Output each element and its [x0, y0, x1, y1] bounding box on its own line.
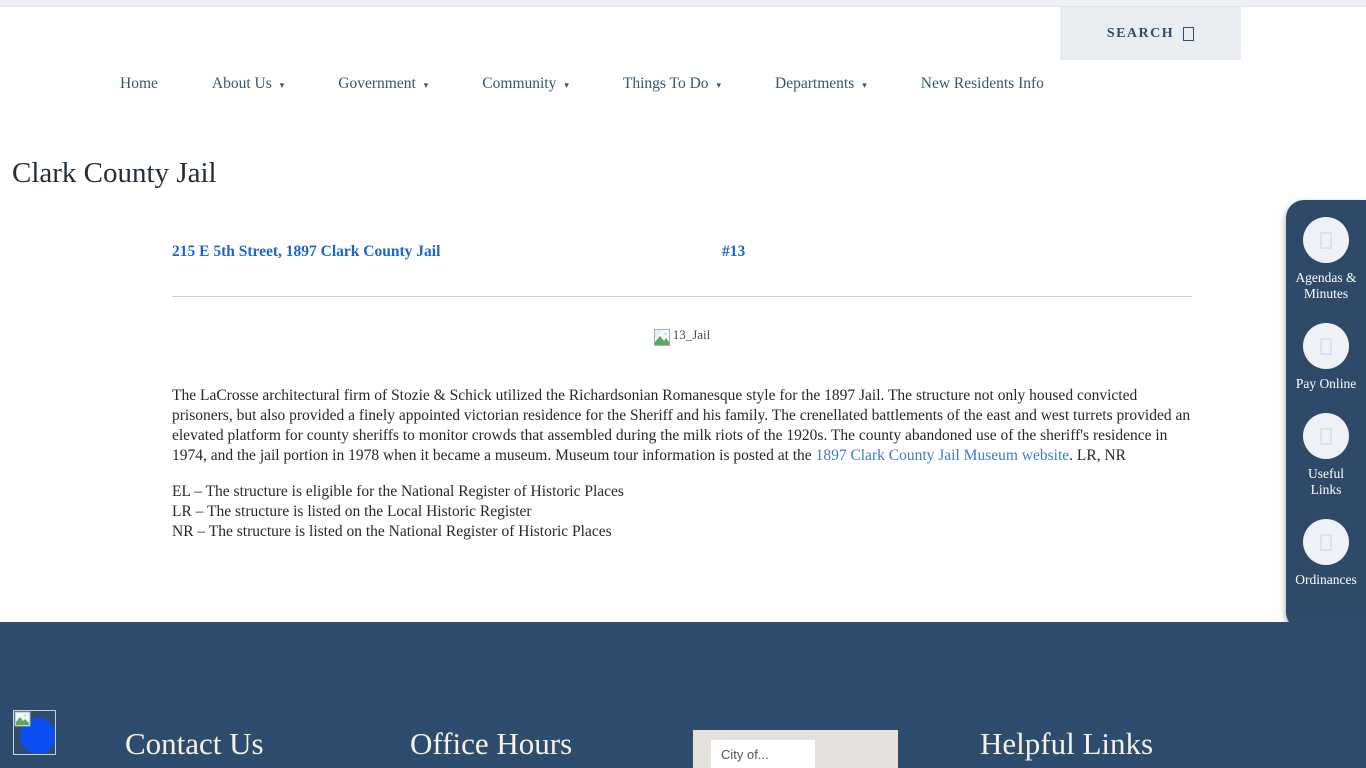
nav-item-new-residents-info[interactable] — [921, 75, 1044, 93]
quick-links-panel — [1286, 200, 1366, 630]
broken-image-icon — [654, 329, 671, 347]
nav-item-community[interactable] — [482, 75, 569, 93]
translate-widget — [693, 730, 898, 768]
legend-line-lr: LR – The structure is listed on the Local Historic Register — [172, 503, 532, 520]
accessibility-widget[interactable] — [13, 710, 56, 755]
nav-item-label: Things To Do — [622, 75, 709, 92]
nav-item-label: Government — [338, 75, 416, 92]
agendas-minutes-icon — [1303, 217, 1349, 263]
sidebar-item-label: Ordinances — [1295, 572, 1357, 587]
useful-links-icon — [1303, 413, 1349, 459]
search-icon — [1183, 27, 1194, 41]
broken-image-alt-text: 13_Jail — [672, 327, 711, 342]
nav-item-label: Departments — [775, 75, 855, 92]
body-text: . LR, NR — [1069, 447, 1126, 464]
register-legend — [172, 482, 1192, 542]
pay-online-icon — [1303, 323, 1349, 369]
search-button-label: SEARCH — [1106, 25, 1175, 41]
structure-number-link[interactable]: #13 — [722, 243, 746, 260]
nav-item-label: About Us — [211, 75, 272, 92]
address-link[interactable]: 215 E 5th Street, 1897 Clark County Jail — [172, 243, 441, 260]
broken-image — [172, 327, 1192, 349]
sidebar-item-label: Useful Links — [1308, 466, 1344, 497]
sidebar-item-label: Pay Online — [1295, 376, 1357, 391]
nav-item-home[interactable] — [120, 75, 158, 93]
chevron-down-icon: ▾ — [564, 79, 569, 90]
nav-item-label: New Residents Info — [920, 75, 1044, 92]
footer — [0, 622, 1366, 768]
chevron-down-icon: ▾ — [423, 79, 429, 90]
nav-item-departments[interactable] — [775, 75, 867, 93]
nav-item-things-to-do[interactable] — [623, 75, 721, 93]
chevron-down-icon: ▾ — [716, 79, 722, 90]
body-text: The LaCrosse architectural firm of Stozie & Schick utilized the Richardsonian Romanesque style for the 1897 Jail. The structure not only housed convicted prisoners, but also provided a finely appointed victorian residence for the Sheriff and his family. The crenellated battlements of the east and west turrets provided an elevated platform for county sheriffs to monitor crowds that assembled during the milk riots of the 1920s. The county abandoned use of the sheriff's residence in 1974, and the jail portion in 1978 when it became a museum. Museum tour information is posted at the — [172, 387, 1191, 464]
chevron-down-icon: ▾ — [279, 79, 285, 90]
sidebar-item-pay-online[interactable] — [1286, 310, 1366, 392]
ordinances-icon — [1303, 519, 1349, 565]
sidebar-item-agendas-minutes[interactable] — [1286, 204, 1366, 302]
sidebar-item-label: Agendas & Minutes — [1295, 270, 1357, 301]
main-nav — [120, 75, 1044, 93]
address-row — [172, 243, 1192, 265]
sidebar-item-ordinances[interactable] — [1286, 506, 1366, 588]
footer-heading-helpful-links: Helpful Links — [980, 726, 1154, 761]
chevron-down-icon: ▾ — [862, 79, 867, 90]
divider — [172, 296, 1192, 297]
footer-heading-contact-us: Contact Us — [125, 726, 264, 761]
nav-item-government[interactable] — [338, 75, 428, 93]
sidebar-item-useful-links[interactable] — [1286, 400, 1366, 498]
accessibility-broken-image-icon — [14, 711, 55, 754]
nav-item-label: Home — [120, 75, 158, 92]
body-paragraph — [172, 386, 1192, 466]
footer-heading-office-hours: Office Hours — [410, 726, 573, 761]
top-strip — [0, 0, 1366, 7]
page-title: Clark County Jail — [12, 157, 217, 189]
legend-line-el: EL – The structure is eligible for the National Register of Historic Places — [172, 483, 624, 500]
article-content — [172, 243, 1192, 542]
legend-line-nr: NR – The structure is listed on the National Register of Historic Places — [172, 523, 612, 540]
museum-website-link[interactable]: 1897 Clark County Jail Museum website — [815, 447, 1070, 464]
city-select-dropdown[interactable]: City of... — [711, 740, 815, 768]
nav-item-about-us[interactable] — [212, 75, 284, 93]
nav-item-label: Community — [482, 75, 557, 92]
search-button[interactable] — [1060, 7, 1241, 60]
